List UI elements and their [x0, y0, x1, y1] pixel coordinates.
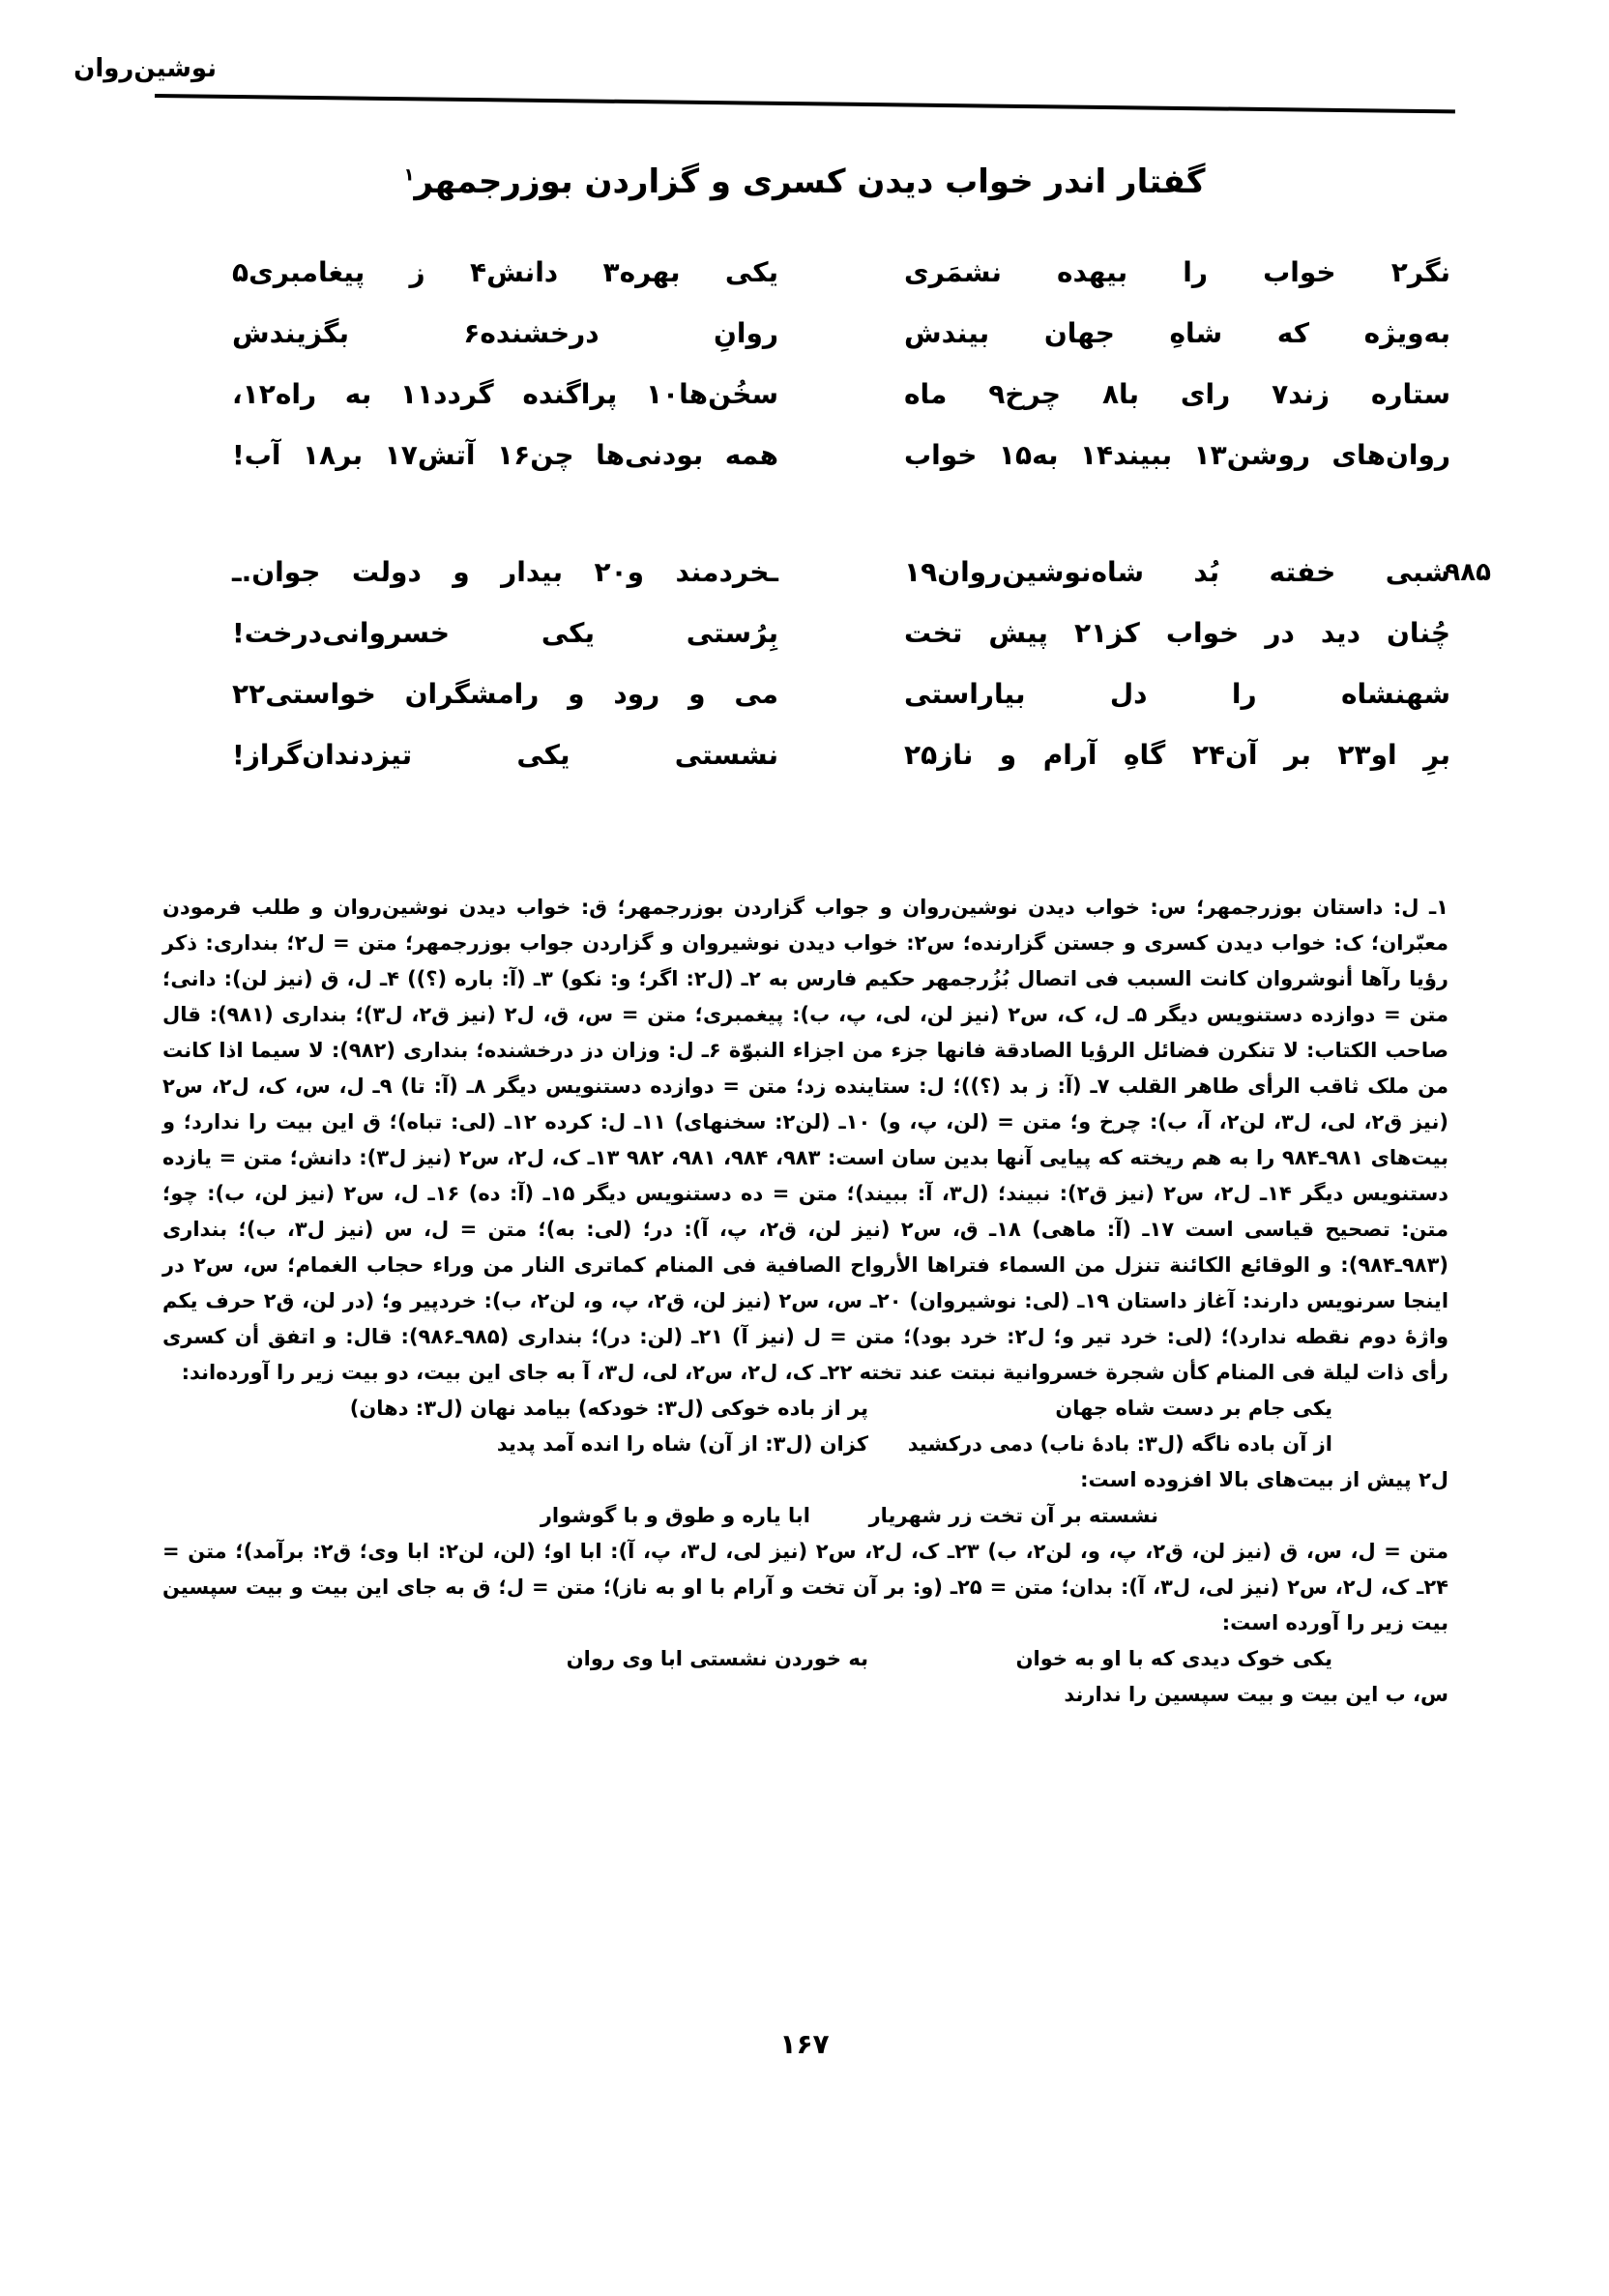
footnote-paragraph: س، ب این بیت و بیت سپسین را ندارند: [1064, 1683, 1448, 1706]
hemistich-first: چُنان دید در خواب کز۲۱ پیش تخت: [904, 617, 1450, 649]
verse-line: [232, 724, 1450, 785]
hemistich-second: نشستی یکی تیزدندان‌گراز!: [232, 739, 778, 771]
hemistich-first: نشسته بر آن تخت زر شهریار: [868, 1504, 1158, 1527]
verse-line: [232, 303, 1450, 364]
hemistich-first: برِ او۲۳ بر آن۲۴ گاهِ آرام و ناز۲۵: [904, 739, 1450, 771]
hemistich-first: یکی جام بر دست شاه جهان: [1055, 1397, 1332, 1420]
chapter-title-note: ۱: [403, 164, 415, 186]
verse-line: [232, 603, 1450, 663]
verse-line: [232, 364, 1450, 425]
footnote-paragraph: ل۲ پیش از بیت‌های بالا افزوده است:: [1080, 1468, 1448, 1491]
hemistich-second: کزان (ل۳: از آن) شاه را انده آمد پدید: [496, 1432, 868, 1456]
footnotes: [162, 890, 1448, 1713]
hemistich-first: شهنشاه را دل بیاراستی: [904, 678, 1450, 710]
hemistich-second: سخُن‌ها۱۰ پراگنده گردد۱۱ به راه۱۲،: [232, 378, 778, 410]
footnote-paragraph: متن = ل، س، ق (نیز لن، ق۲، پ، و، لن۲، ب) ۲۳ـ ک، ل۲، س۲ (نیز لی، ل۳، پ، آ): ابا او؛ (لن، لن۲: ابا وی؛ ق۲: برآمد)؛ متن = ۲۴ـ ک، ل۲، س۲ (نیز لی، ل۳، آ): بدان؛ متن = ۲۵ـ (و: بر آن تخت و آرام با او به ناز)؛ متن = ل؛ ق به جای این بیت و بیت سپسین بیت زیر را آورده است:: [162, 1540, 1448, 1634]
footnote-paragraph: ۱ـ ل: داستان بوزرجمهر؛ س: خواب دیدن نوشین‌روان و جواب گزاردن بوزرجمهر؛ ق: خواب دیدن نوشین‌روان و طلب فرمودن معبّران؛ ک: خواب دیدن کسری و جستن گزارنده؛ س۲: خواب دیدن نوشیروان و گزاردن جواب بوزرجمهر؛ متن = ل۲؛ بنداری: ذکر رؤیا رآها أنوشروان کانت السبب فی اتصال بُزُرجمهر حکیم فارس به ۲ـ (ل۲: اگر؛ و: نکو) ۳ـ (آ: باره (؟)) ۴ـ ل، ق (نیز لن): دانی؛ متن = دوازده دستنویس دیگر ۵ـ ل، ک، س۲ (نیز لن، لی، پ، ب): پیغمبری؛ متن = س، ق، ل۲ (نیز ق۲، ل۳)؛ بنداری (۹۸۱): قال صاحب الکتاب: لا تنکرن فضائل الرؤیا الصادقة فانها جزء من اجزاء النبوّة ۶ـ ل: وزان دز درخشنده؛ بنداری (۹۸۲): لا سیما اذا کانت من ملک ثاقب الرأی طاهر القلب ۷ـ (آ: ز بد (؟))؛ ل: ستاینده زد؛ متن = دوازده دستنویس دیگر ۸ـ (آ: تا) ۹ـ ل، س، ک، ل۲، س۲ (نیز ق۲، لی، ل۳، لن۲، آ، ب): چرخ و؛ متن = (لن، پ، و) ۱۰ـ (لن۲: سخنهای) ۱۱ـ ل: کرده ۱۲ـ (لی: تباه)؛ ق این بیت را ندارد؛ و بیت‌های ۹۸۱ـ۹۸۴ را به هم ریخته که پیایی آنها بدین سان است: ۹۸۳، ۹۸۴، ۹۸۱، ۹۸۲ ۱۳ـ ک، ل۲، س۲ (نیز ل۳): دانش؛ متن = یازده دستنویس دیگر ۱۴ـ ل۲، س۲ (نیز ق۲): نبیند؛ (ل۳، آ: ببیند)؛ متن = ده دستنویس دیگر ۱۵ـ (آ: ده) ۱۶ـ ل، س۲ (نیز لن، ب): چو؛ متن: تصحیح قیاسی است ۱۷ـ (آ: ماهی) ۱۸ـ ق، س۲ (نیز لن، ق۲، پ، آ): در؛ (لی: به)؛ متن = ل، س (نیز ل۳، ب)؛ بنداری (۹۸۳ـ۹۸۴): و الوقائع الکائنة تنزل من السماء فتراها الأرواح الصافیة فی المنام کماتری النار من وراء حجاب الغمام؛ س، س۲ در اینجا سرنویس دارند: آغاز داستان ۱۹ـ (لی: نوشیروان) ۲۰ـ س، س۲ (نیز لن، ق۲، پ، و، لن۲، ب): خردپیر و؛ (در لن، ق۲ حرف یکم واژهٔ دوم نقطه ندارد)؛ (لی: خرد تیر و؛ ل۲: خرد بود)؛ متن = ل (نیز آ) ۲۱ـ (لن: در)؛ بنداری (۹۸۵ـ۹۸۶): قال: و اتفق أن کسری رأی ذات لیلة فی المنام کأن شجرة خسروانیة نبتت عند تخته ۲۲ـ ک، ل۲، س۲، لی، ل۳، آ به جای این بیت، دو بیت زیر را آورده‌اند:: [162, 896, 1449, 1384]
chapter-title-text: گفتار اندر خواب دیدن کسری و گزاردن بوزرجمهر: [414, 162, 1206, 201]
hemistich-second: یکی بهره۳ دانش۴ ز پیغامبری۵: [232, 256, 778, 288]
hemistich-second: بِرُستی یکی خسروانی‌درخت!: [232, 617, 778, 649]
running-head: نوشین‌روان: [73, 54, 217, 83]
hemistich-first: به‌ویژه که شاهِ جهان بیندش: [904, 317, 1450, 349]
verse-group-2: [232, 542, 1491, 785]
hemistich-second: روانِ درخشنده۶ بگزیندش: [232, 317, 778, 349]
hemistich-second: پر از باده خوکی (ل۳: خودکه) بیامد نهان (ل۳: دهان): [349, 1397, 868, 1420]
hemistich-second: ـخردمند و۲۰ بیدار و دولت جوان.ـ: [232, 556, 778, 588]
footnote-verse: [162, 1641, 1448, 1677]
hemistich-first: ستاره زند۷ رای با۸ چرخ۹ ماه: [904, 378, 1450, 410]
footnote-verse: [162, 1498, 1448, 1534]
verse-line: [232, 663, 1450, 724]
hemistich-second: ابا یاره و طوق و با گوشوار: [540, 1504, 810, 1527]
hemistich-first: یکی خوک دیدی که با او به خوان: [1015, 1647, 1332, 1670]
hemistich-second: می و رود و رامشگران خواستی۲۲: [232, 678, 778, 710]
footnote-verse: [162, 1427, 1448, 1462]
chapter-title: [0, 162, 1609, 201]
verse-line: [232, 542, 1491, 603]
hemistich-first: شبی خفته بُد شاه‌نوشین‌روان۱۹: [904, 556, 1450, 588]
hemistich-first: نگر۲ خواب را بیهده نشمَری: [904, 256, 1450, 288]
verse-line: [232, 242, 1450, 303]
header-rule: [155, 94, 1455, 113]
verse-number: ۹۸۵: [1445, 557, 1491, 587]
hemistich-second: به خوردن نشستی ابا وی روان: [566, 1647, 868, 1670]
verse-line: [232, 425, 1450, 486]
hemistich-first: روان‌های روشن۱۳ ببیند۱۴ به۱۵ خواب: [904, 439, 1450, 471]
footnote-verse: [162, 1391, 1448, 1427]
page-number: ۱۶۷: [779, 2028, 830, 2060]
hemistich-second: همه بودنی‌ها چن۱۶ آتش۱۷ بر۱۸ آب!: [232, 439, 778, 471]
verse-group-1: [232, 242, 1450, 486]
hemistich-first: از آن باده ناگه (ل۳: بادهٔ ناب) دمی درکشید: [907, 1432, 1332, 1456]
